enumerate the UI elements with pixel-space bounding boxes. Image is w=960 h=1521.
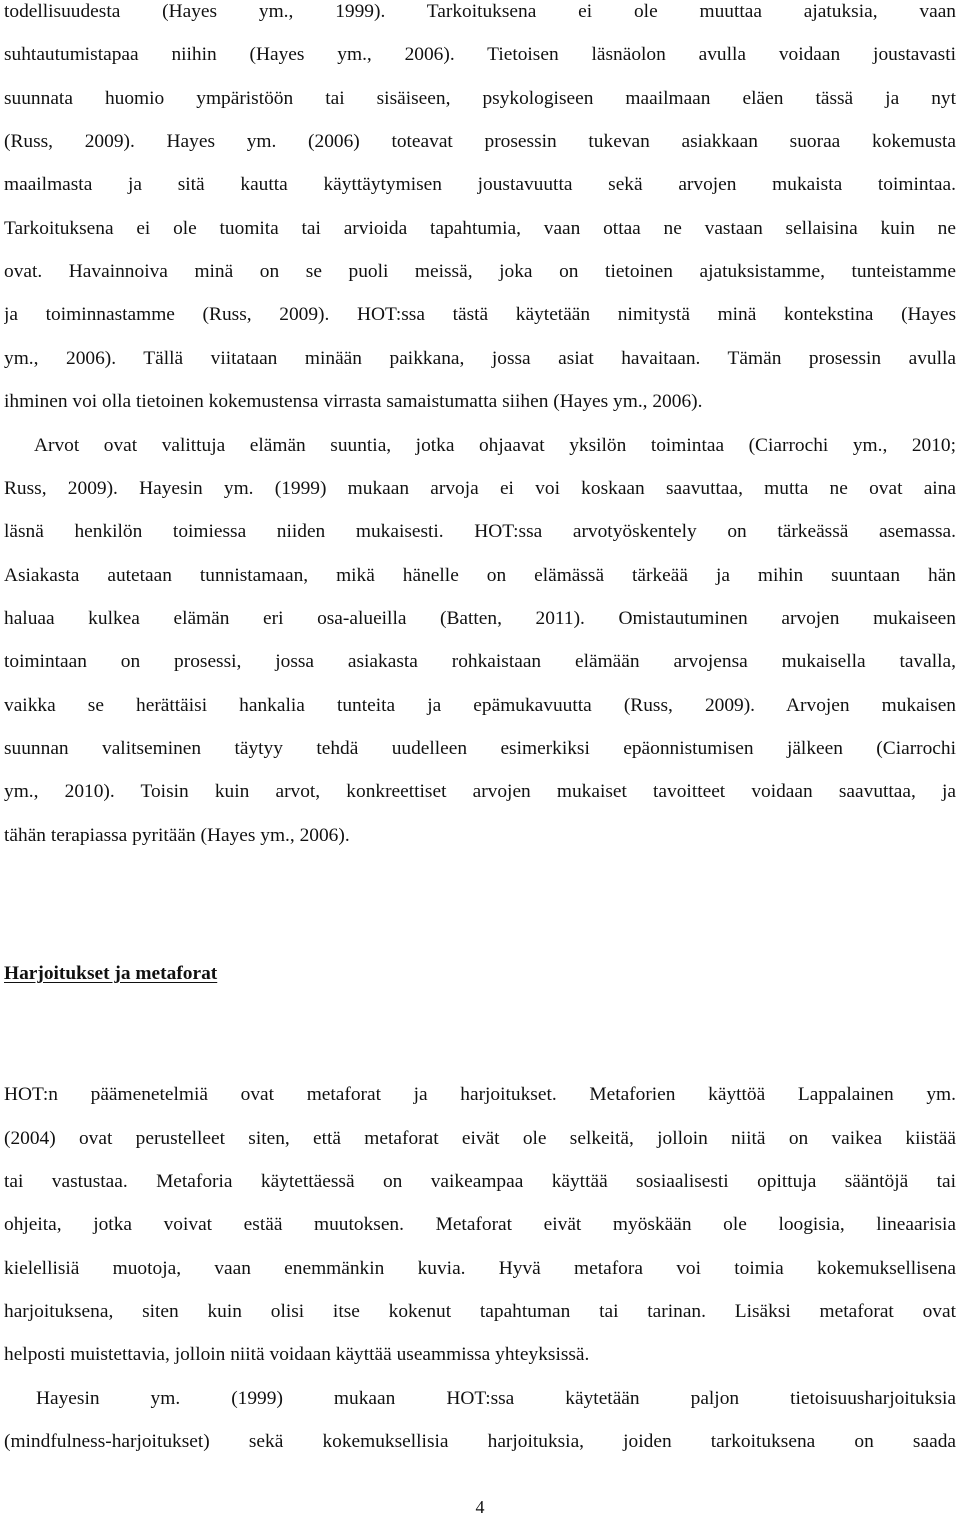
paragraph-line: läsnä henkilön toimiessa niiden mukaisesti. HOT:ssa arvotyöskentely on tärkeässä asemassa.	[4, 521, 956, 542]
paragraph-line: helposti muistettavia, jolloin niitä voidaan käyttää useammissa yhteyksissä.	[4, 1344, 590, 1365]
paragraph-line: Arvot ovat valittuja elämän suuntia, jotka ohjaavat yksilön toimintaa (Ciarrochi ym., 2010;	[34, 435, 956, 456]
paragraph-line: ohjeita, jotka voivat estää muutoksen. Metaforat eivät myöskään ole loogisia, lineaarisia	[4, 1214, 956, 1235]
paragraph-line: maailmasta ja sitä kautta käyttäytymisen joustavuutta sekä arvojen mukaista toimintaa.	[4, 174, 956, 195]
paragraph-line: (2004) ovat perustelleet siten, että metaforat eivät ole selkeitä, jolloin niitä on vaikea kiistää	[4, 1128, 956, 1149]
paragraph-line: (Russ, 2009). Hayes ym. (2006) toteavat prosessin tukevan asiakkaan suoraa kokemusta	[4, 131, 956, 152]
paragraph-line: Asiakasta autetaan tunnistamaan, mikä hänelle on elämässä tärkeää ja mihin suuntaan hän	[4, 565, 956, 586]
paragraph-line: Tarkoituksena ei ole tuomita tai arvioida tapahtumia, vaan ottaa ne vastaan sellaisina kuin ne	[4, 218, 956, 239]
paragraph-line: ihminen voi olla tietoinen kokemustensa virrasta samaistumatta siihen (Hayes ym., 2006).	[4, 391, 703, 412]
paragraph-line: tai vastustaa. Metaforia käytettäessä on vaikeampaa käyttää sosiaalisesti opittuja sääntöjä tai	[4, 1171, 956, 1192]
paragraph-line: vaikka se herättäisi hankalia tunteita ja epämukavuutta (Russ, 2009). Arvojen mukaisen	[4, 695, 956, 716]
paragraph-line: todellisuudesta (Hayes ym., 1999). Tarkoituksena ei ole muuttaa ajatuksia, vaan	[4, 1, 956, 22]
paragraph-line: Russ, 2009). Hayesin ym. (1999) mukaan arvoja ei voi koskaan saavuttaa, mutta ne ovat aina	[4, 478, 956, 499]
paragraph-line: suunnan valitseminen täytyy tehdä uudelleen esimerkiksi epäonnistumisen jälkeen (Ciarrochi	[4, 738, 956, 759]
section-heading: Harjoitukset ja metaforat	[4, 963, 218, 984]
paragraph-line: suunnata huomio ympäristöön tai sisäiseen, psykologiseen maailmaan eläen tässä ja nyt	[4, 88, 956, 109]
paragraph-line: ja toiminnastamme (Russ, 2009). HOT:ssa tästä käytetään nimitystä minä kontekstina (Hayes	[4, 304, 956, 325]
paragraph-line: tähän terapiassa pyritään (Hayes ym., 2006).	[4, 825, 350, 846]
paragraph-line: kielellisiä muotoja, vaan enemmänkin kuvia. Hyvä metafora voi toimia kokemuksellisena	[4, 1258, 956, 1279]
paragraph-line: HOT:n päämenetelmiä ovat metaforat ja harjoitukset. Metaforien käyttöä Lappalainen ym.	[4, 1084, 956, 1105]
paragraph-line: ovat. Havainnoiva minä on se puoli meissä, joka on tietoinen ajatuksistamme, tunteistamme	[4, 261, 956, 282]
paragraph-line: haluaa kulkea elämän eri osa-alueilla (Batten, 2011). Omistautuminen arvojen mukaiseen	[4, 608, 956, 629]
paragraph-line: (mindfulness-harjoitukset) sekä kokemuksellisia harjoituksia, joiden tarkoituksena on saada	[4, 1431, 956, 1452]
paragraph-line: ym., 2010). Toisin kuin arvot, konkreettiset arvojen mukaiset tavoitteet voidaan saavuttaa, ja	[4, 781, 956, 802]
page-number: 4	[475, 1497, 485, 1517]
paragraph-line: Hayesin ym. (1999) mukaan HOT:ssa käytetään paljon tietoisuusharjoituksia	[36, 1388, 956, 1409]
paragraph-line: ym., 2006). Tällä viitataan minään paikkana, jossa asiat havaitaan. Tämän prosessin avulla	[4, 348, 956, 369]
paragraph-line: toimintaan on prosessi, jossa asiakasta rohkaistaan elämään arvojensa mukaisella tavalla,	[4, 651, 956, 672]
paragraph-line: harjoituksena, siten kuin olisi itse kokenut tapahtuman tai tarinan. Lisäksi metaforat ovat	[4, 1301, 956, 1322]
paragraph-line: suhtautumistapaa niihin (Hayes ym., 2006). Tietoisen läsnäolon avulla voidaan joustavasti	[4, 44, 956, 65]
